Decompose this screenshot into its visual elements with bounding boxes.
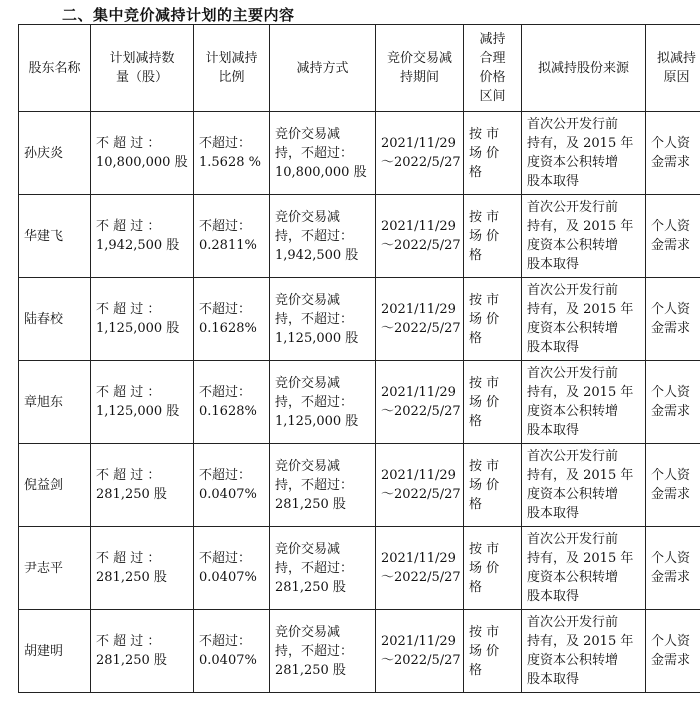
cell-reduction-method	[270, 527, 376, 610]
cell-line: 原因	[663, 70, 690, 85]
cell-line: 2021/11/29	[381, 551, 456, 566]
cell-line: 持，不超过：	[275, 145, 354, 161]
cell-line: 度资本公积转增	[527, 487, 619, 502]
cell-line: 281,250 股	[275, 496, 346, 512]
cell-line: 减持方式	[296, 60, 349, 76]
cell-line: 场 价	[469, 560, 500, 576]
cell-planned-quantity	[91, 278, 194, 361]
cell-line: 金需求	[651, 653, 691, 668]
cell-share-source	[522, 527, 646, 610]
cell-planned-ratio	[194, 112, 270, 195]
cell-line: 持有，及 2015 年	[527, 551, 634, 566]
cell-line: 0.0407%	[199, 570, 257, 585]
cell-line: 1,125,000 股	[96, 404, 180, 419]
cell-share-source	[522, 112, 646, 195]
cell-line: 按 市	[469, 292, 500, 308]
cell-line: 股本取得	[527, 174, 580, 189]
table-row	[19, 112, 700, 195]
cell-line: 度资本公积转增	[527, 321, 619, 336]
cell-planned-ratio	[194, 195, 270, 278]
header-name	[19, 25, 91, 112]
cell-line: 场 价	[469, 394, 500, 410]
cell-line: 金需求	[651, 321, 691, 336]
cell-line: 2021/11/29	[381, 468, 456, 483]
cell-line: 场 价	[469, 477, 500, 493]
cell-line: 拟减持股份来源	[537, 60, 629, 76]
cell-line: 度资本公积转增	[527, 155, 619, 170]
cell-line: 281,250 股	[96, 570, 167, 585]
cell-line: 金需求	[651, 404, 691, 419]
cell-line: 比例	[218, 70, 245, 85]
cell-planned-ratio	[194, 361, 270, 444]
cell-reason	[646, 195, 700, 278]
cell-reason	[646, 610, 700, 693]
cell-line: 持，不超过：	[275, 228, 354, 244]
cell-shareholder-name: 孙庆炎	[19, 112, 91, 195]
table-row	[19, 444, 700, 527]
cell-share-source	[522, 361, 646, 444]
cell-line: ～2022/5/27	[381, 570, 461, 585]
cell-shareholder-name: 尹志平	[19, 527, 91, 610]
cell-planned-quantity	[91, 444, 194, 527]
cell-line: 2021/11/29	[381, 385, 456, 400]
table-row	[19, 195, 700, 278]
cell-line: 不超过：	[199, 634, 252, 649]
header-period	[376, 25, 464, 112]
cell-trading-period	[376, 195, 464, 278]
cell-line: 0.1628%	[199, 404, 257, 419]
cell-shareholder-name: 华建飞	[19, 195, 91, 278]
cell-line: 不超过：	[199, 385, 252, 400]
cell-line: 2021/11/29	[381, 136, 456, 151]
cell-line: 金需求	[651, 570, 691, 585]
cell-line: 不 超 过 ：	[96, 634, 161, 649]
cell-line: 持期间	[399, 70, 439, 85]
cell-line: 不超过：	[199, 468, 252, 483]
table-row	[19, 278, 700, 361]
cell-line: 持，不超过：	[275, 311, 354, 327]
cell-line: 不 超 过 ：	[96, 468, 161, 483]
cell-line: 按 市	[469, 624, 500, 640]
cell-line: 0.2811%	[199, 238, 257, 253]
cell-line: 场 价	[469, 311, 500, 327]
cell-line: 竞价交易减	[275, 541, 341, 557]
cell-line: 个人资	[651, 219, 691, 234]
cell-shareholder-name: 胡建明	[19, 610, 91, 693]
cell-line: 首次公开发行前	[527, 200, 619, 215]
cell-line: 金需求	[651, 155, 691, 170]
cell-trading-period	[376, 444, 464, 527]
cell-price-range	[464, 610, 522, 693]
table-row	[19, 610, 700, 693]
cell-line: 281,250 股	[96, 653, 167, 668]
cell-line: 格	[469, 662, 483, 678]
cell-line: 格	[469, 247, 483, 263]
cell-line: 股本取得	[527, 257, 580, 272]
header-ratio	[194, 25, 270, 112]
cell-reduction-method	[270, 444, 376, 527]
cell-line: 2021/11/29	[381, 302, 456, 317]
cell-line: 个人资	[651, 468, 691, 483]
cell-line: 10,800,000 股	[96, 155, 188, 170]
cell-trading-period	[376, 361, 464, 444]
cell-price-range	[464, 112, 522, 195]
cell-line: 持有，及 2015 年	[527, 468, 634, 483]
cell-reduction-method	[270, 361, 376, 444]
cell-trading-period	[376, 527, 464, 610]
cell-line: 按 市	[469, 541, 500, 557]
cell-line: 竞价交易减	[386, 51, 452, 66]
cell-line: 首次公开发行前	[527, 532, 619, 547]
cell-reduction-method	[270, 610, 376, 693]
cell-line: ～2022/5/27	[381, 238, 461, 253]
cell-line: 个人资	[651, 634, 691, 649]
cell-line: 股本取得	[527, 506, 580, 521]
cell-line: 1,125,000 股	[275, 330, 359, 346]
cell-planned-ratio	[194, 527, 270, 610]
cell-line: ～2022/5/27	[381, 404, 461, 419]
table-row	[19, 527, 700, 610]
cell-line: 价格	[479, 70, 506, 85]
cell-line: 场 价	[469, 228, 500, 244]
cell-trading-period	[376, 278, 464, 361]
cell-line: 不超过：	[199, 219, 252, 234]
cell-line: 不超过：	[199, 302, 252, 317]
cell-price-range	[464, 195, 522, 278]
cell-line: 1,125,000 股	[275, 413, 359, 429]
cell-reason	[646, 278, 700, 361]
cell-share-source	[522, 444, 646, 527]
cell-line: 持，不超过：	[275, 477, 354, 493]
cell-line: 格	[469, 579, 483, 595]
cell-line: 2021/11/29	[381, 219, 456, 234]
cell-line: 竞价交易减	[275, 375, 341, 391]
cell-line: 持，不超过：	[275, 394, 354, 410]
table-body	[19, 112, 700, 693]
cell-line: 个人资	[651, 551, 691, 566]
cell-line: 不 超 过 ：	[96, 302, 161, 317]
cell-line: 格	[469, 164, 483, 180]
cell-shareholder-name: 章旭东	[19, 361, 91, 444]
cell-line: 10,800,000 股	[275, 164, 367, 180]
cell-line: 按 市	[469, 209, 500, 225]
cell-line: 0.0407%	[199, 653, 257, 668]
cell-line: 度资本公积转增	[527, 570, 619, 585]
cell-line: 金需求	[651, 238, 691, 253]
header-source	[522, 25, 646, 112]
cell-line: 不 超 过 ：	[96, 136, 161, 151]
cell-reason	[646, 112, 700, 195]
cell-line: 281,250 股	[275, 662, 346, 678]
cell-planned-quantity	[91, 195, 194, 278]
cell-line: 持有，及 2015 年	[527, 302, 634, 317]
header-reason	[646, 25, 700, 112]
cell-line: 不 超 过 ：	[96, 385, 161, 400]
cell-line: ～2022/5/27	[381, 653, 461, 668]
cell-line: ～2022/5/27	[381, 321, 461, 336]
cell-line: 2021/11/29	[381, 634, 456, 649]
cell-price-range	[464, 444, 522, 527]
cell-line: 度资本公积转增	[527, 404, 619, 419]
cell-line: 281,250 股	[96, 487, 167, 502]
cell-reduction-method	[270, 278, 376, 361]
cell-line: 持，不超过：	[275, 643, 354, 659]
cell-line: 股东名称	[28, 60, 81, 76]
cell-line: 不超过：	[199, 551, 252, 566]
cell-line: 竞价交易减	[275, 624, 341, 640]
cell-line: 竞价交易减	[275, 292, 341, 308]
cell-reason	[646, 444, 700, 527]
cell-line: 股本取得	[527, 672, 580, 687]
cell-share-source	[522, 610, 646, 693]
cell-line: 区间	[479, 89, 506, 104]
cell-planned-quantity	[91, 610, 194, 693]
cell-planned-ratio	[194, 444, 270, 527]
header-price	[464, 25, 522, 112]
cell-line: 0.1628%	[199, 321, 257, 336]
cell-line: 股本取得	[527, 589, 580, 604]
cell-reduction-method	[270, 195, 376, 278]
cell-line: 股本取得	[527, 423, 580, 438]
cell-line: 格	[469, 330, 483, 346]
cell-line: 首次公开发行前	[527, 615, 619, 630]
cell-line: 1,942,500 股	[96, 238, 180, 253]
cell-line: 格	[469, 496, 483, 512]
cell-planned-quantity	[91, 527, 194, 610]
table-header-row	[19, 25, 700, 112]
cell-line: 持有，及 2015 年	[527, 136, 634, 151]
header-method	[270, 25, 376, 112]
header-qty	[91, 25, 194, 112]
cell-line: 竞价交易减	[275, 209, 341, 225]
cell-line: 竞价交易减	[275, 458, 341, 474]
cell-line: 首次公开发行前	[527, 449, 619, 464]
cell-price-range	[464, 361, 522, 444]
cell-shareholder-name: 陆春校	[19, 278, 91, 361]
cell-line: 首次公开发行前	[527, 283, 619, 298]
cell-line: ～2022/5/27	[381, 155, 461, 170]
cell-line: 不超过：	[199, 136, 252, 151]
cell-line: 格	[469, 413, 483, 429]
cell-line: 0.0407%	[199, 487, 257, 502]
cell-line: 拟减持	[656, 51, 696, 66]
cell-line: 按 市	[469, 458, 500, 474]
cell-price-range	[464, 527, 522, 610]
cell-line: 不 超 过 ：	[96, 551, 161, 566]
cell-line: 金需求	[651, 487, 691, 502]
cell-line: 个人资	[651, 385, 691, 400]
cell-line: 量（股）	[115, 70, 168, 85]
cell-line: 281,250 股	[275, 579, 346, 595]
cell-line: 按 市	[469, 375, 500, 391]
cell-share-source	[522, 278, 646, 361]
cell-line: 股本取得	[527, 340, 580, 355]
cell-line: 合理	[479, 51, 506, 66]
cell-line: 按 市	[469, 126, 500, 142]
cell-reduction-method	[270, 112, 376, 195]
cell-planned-quantity	[91, 361, 194, 444]
cell-line: 个人资	[651, 136, 691, 151]
cell-line: 度资本公积转增	[527, 238, 619, 253]
cell-line: 个人资	[651, 302, 691, 317]
cell-line: 1.5628 %	[199, 155, 261, 170]
cell-trading-period	[376, 610, 464, 693]
cell-shareholder-name: 倪益剑	[19, 444, 91, 527]
cell-planned-ratio	[194, 278, 270, 361]
section-heading: 二、集中竞价减持计划的主要内容	[62, 6, 295, 24]
cell-line: 场 价	[469, 145, 500, 161]
cell-trading-period	[376, 112, 464, 195]
cell-reason	[646, 361, 700, 444]
cell-line: 1,942,500 股	[275, 247, 359, 263]
cell-line: ～2022/5/27	[381, 487, 461, 502]
cell-line: 持，不超过：	[275, 560, 354, 576]
cell-planned-quantity	[91, 112, 194, 195]
cell-line: 持有，及 2015 年	[527, 219, 634, 234]
cell-line: 减持	[479, 32, 506, 47]
cell-line: 场 价	[469, 643, 500, 659]
cell-share-source	[522, 195, 646, 278]
cell-line: 竞价交易减	[275, 126, 341, 142]
cell-line: 不 超 过 ：	[96, 219, 161, 234]
cell-line: 首次公开发行前	[527, 366, 619, 381]
cell-line: 1,125,000 股	[96, 321, 180, 336]
reduction-plan-table	[18, 24, 700, 693]
cell-planned-ratio	[194, 610, 270, 693]
cell-price-range	[464, 278, 522, 361]
cell-line: 计划减持数	[109, 51, 175, 66]
cell-reason	[646, 527, 700, 610]
cell-line: 首次公开发行前	[527, 117, 619, 132]
cell-line: 持有，及 2015 年	[527, 385, 634, 400]
cell-line: 持有，及 2015 年	[527, 634, 634, 649]
table-row	[19, 361, 700, 444]
cell-line: 计划减持	[205, 51, 258, 66]
cell-line: 度资本公积转增	[527, 653, 619, 668]
